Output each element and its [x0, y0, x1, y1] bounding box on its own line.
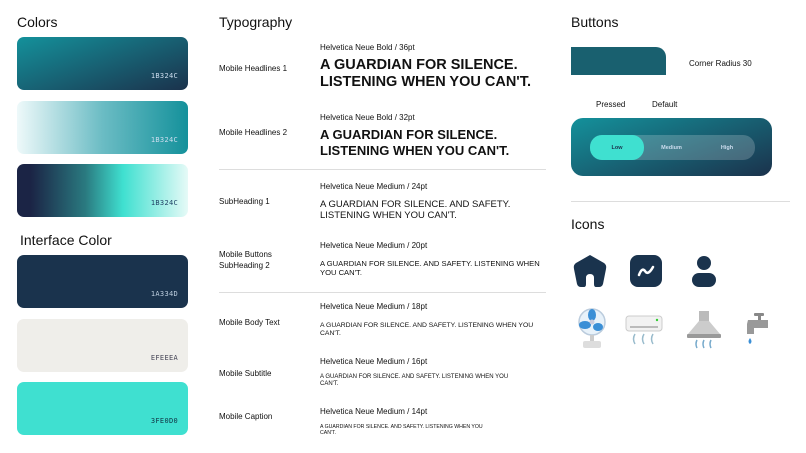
type-sample: A GUARDIAN FOR SILENCE. AND SAFETY. LISTENING WHEN YOU CAN'T.: [320, 199, 511, 222]
range-hood-icon: [686, 310, 722, 350]
typography-title: Typography: [219, 14, 293, 30]
color-swatch: 1B324C: [17, 101, 188, 154]
type-spec: Helvetica Neue Bold / 36pt: [320, 43, 415, 52]
type-label: Mobile Caption: [219, 412, 273, 421]
fan-icon: [577, 308, 607, 350]
type-label: SubHeading 1: [219, 197, 270, 206]
color-swatch: 1B324C: [17, 164, 188, 217]
type-label: Mobile Headlines 1: [219, 64, 288, 73]
type-label: Mobile Body Text: [219, 318, 280, 327]
home-icon: [573, 254, 607, 288]
color-swatch: 1B324C: [17, 37, 188, 90]
buttons-title: Buttons: [571, 14, 619, 30]
interface-swatch: 3FE0D0: [17, 382, 188, 435]
colors-title: Colors: [17, 14, 58, 30]
type-spec: Helvetica Neue Bold / 32pt: [320, 113, 415, 122]
segmented-control-card: [571, 118, 772, 176]
type-label: Mobile Headlines 2: [219, 128, 288, 137]
interface-color-title: Interface Color: [20, 232, 112, 248]
type-label: Mobile Subtitle: [219, 369, 272, 378]
faucet-icon: [744, 312, 770, 350]
type-sample: A GUARDIAN FOR SILENCE. AND SAFETY. LISTENING WHEN YOU CAN'T.: [320, 259, 540, 278]
divider: [571, 201, 790, 202]
interface-swatch: EFEEEA: [17, 319, 188, 372]
type-sample: A GUARDIAN FOR SILENCE. AND SAFETY. LISTENING WHEN YOU CAN'T.: [320, 424, 483, 437]
segment-medium[interactable]: Medium: [661, 144, 682, 151]
corner-radius-sample: [571, 47, 666, 75]
type-sample: A GUARDIAN FOR SILENCE. AND SAFETY. LISTENING WHEN YOU CAN'T.: [320, 322, 534, 338]
icons-title: Icons: [571, 216, 605, 232]
type-label: Mobile Buttons SubHeading 2: [219, 250, 272, 270]
type-spec: Helvetica Neue Medium / 18pt: [320, 302, 428, 311]
pressed-label: Pressed: [596, 100, 626, 109]
type-spec: Helvetica Neue Medium / 20pt: [320, 241, 428, 250]
type-sample: A GUARDIAN FOR SILENCE. LISTENING WHEN YOU CAN'T.: [320, 127, 510, 158]
air-conditioner-icon: [625, 315, 663, 347]
type-spec: Helvetica Neue Medium / 24pt: [320, 182, 428, 191]
corner-radius-label: Corner Radius 30: [689, 59, 752, 68]
type-spec: Helvetica Neue Medium / 14pt: [320, 407, 428, 416]
segment-low[interactable]: Low: [590, 135, 644, 160]
type-sample: A GUARDIAN FOR SILENCE. AND SAFETY. LISTENING WHEN YOU CAN'T.: [320, 374, 509, 388]
default-label: Default: [652, 100, 678, 109]
interface-swatch: 1A334D: [17, 255, 188, 308]
user-icon: [691, 255, 717, 288]
divider: [219, 169, 546, 170]
segmented-control: [590, 135, 755, 160]
chart-icon: [630, 255, 662, 287]
type-sample: A GUARDIAN FOR SILENCE. LISTENING WHEN YOU CAN'T.: [320, 57, 532, 91]
divider: [219, 292, 546, 293]
segment-high[interactable]: High: [720, 144, 734, 151]
type-spec: Helvetica Neue Medium / 16pt: [320, 357, 428, 366]
